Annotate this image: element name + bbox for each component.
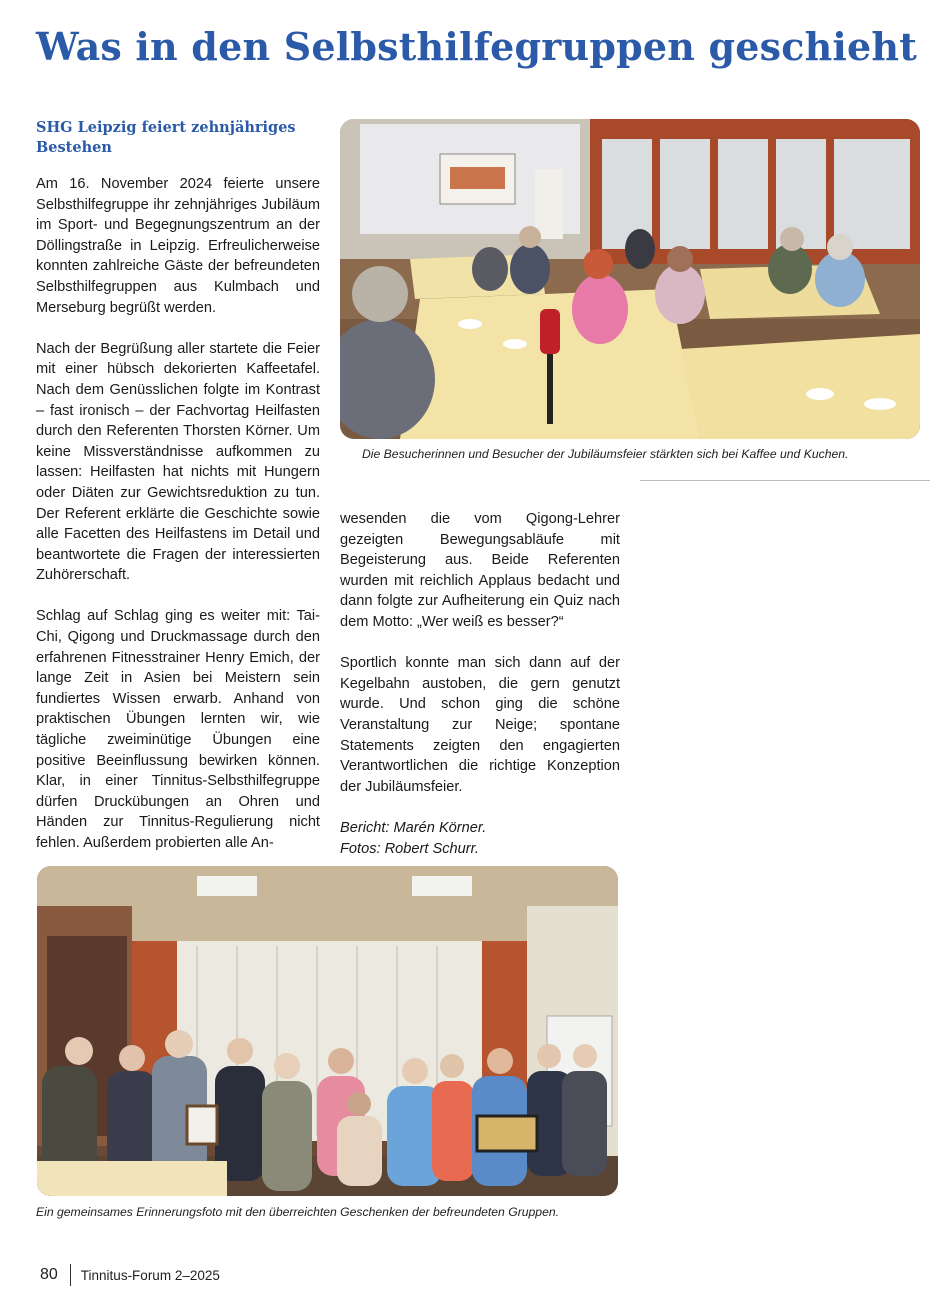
photo-coffee-table — [340, 119, 920, 439]
paragraph: Am 16. November 2024 feierte unsere Selbsthilfegruppe ihr zehnjähriges Jubiläum im Sport- und Begegnungszentrum an der Döllingstraße in Leipzig. Erfreulicherweise konnten zahlreiche Gäste der befreundeten Selbsthilfegruppen aus Kulmbach und Merseburg begrüßt werden. — [36, 176, 320, 316]
photo-coffee-table-caption: Die Besucherinnen und Besucher der Jubiläumsfeier stärkten sich bei Kaffee und Kuchen. — [362, 447, 849, 461]
page-headline: Was in den Selbsthilfegruppen geschieht — [36, 24, 918, 69]
paragraph: wesenden die vom Qigong-Lehrer gezeigten Bewegungsabläufe mit Begeisterung aus. Beide Referenten wurden mit reichlich Applaus bedacht und dann folgte zur Aufheiterung ein Quiz nach dem Motto: „Wer weiß es besser?“ — [340, 511, 620, 630]
magazine-issue: Tinnitus-Forum 2–2025 — [80, 1267, 220, 1283]
article-subheadline: SHG Leipzig feiert zehnjähriges Bestehen — [36, 119, 296, 156]
photo-group — [37, 866, 618, 1196]
article-column-right — [340, 509, 620, 859]
article-column-left — [36, 174, 320, 874]
footer-divider — [70, 1264, 71, 1286]
article-credits — [340, 818, 620, 859]
photo-credit: Fotos: Robert Schurr. — [340, 840, 479, 857]
report-credit: Bericht: Marén Körner. — [340, 819, 487, 836]
page-footer — [40, 1264, 220, 1286]
paragraph: Nach der Begrüßung aller startete die Feier mit einer hübsch dekorierten Kaffeetafel. Nach dem Genüsslichen folgte im Kontrast – fast ironisch – der Fachvortag Heilfasten durch den Referenten Thorsten Körner. Um keine Missverständnisse aufkommen zu lassen: Heilfasten hat nichts mit Hungern oder Diäten zur Gewichtsreduktion zu tun. Der Referent erklärte die Geschichte sowie alle Facetten des Heilfastens im Detail und beantwortete die Fragen der interessierten Zuhörerschaft. — [36, 340, 320, 584]
paragraph: Schlag auf Schlag ging es weiter mit: Tai-Chi, Qigong und Druckmassage durch den erfahrenen Fitnesstrainer Henry Emich, der lange Zeit in Asien bei Meistern sein fundiertes Wissen erwarb. Anhand von praktischen Übungen lernten wir, wie tägliche zweiminütige Übungen eine positive Beeinflussung bewirken können. Klar, in einer Tinnitus-Selbsthilfegruppe dürfen Druckübungen an Ohren und Händen zur Tinnitus-Regulierung nicht fehlen. Außerdem probierten alle An- — [36, 608, 320, 851]
paragraph: Sportlich konnte man sich dann auf der Kegelbahn austoben, die gern genutzt wurde. Und schon ging die schöne Veranstaltung zur Neige; spontane Statements zeigten den engagierten Verantwortlichen die richtige Konzeption der Jubiläumsfeier. — [340, 655, 620, 795]
photo-group-caption: Ein gemeinsames Erinnerungsfoto mit den überreichten Geschenken der befreundeten Gruppen. — [36, 1205, 560, 1219]
page-number: 80 — [40, 1266, 58, 1283]
divider-line — [640, 480, 930, 481]
